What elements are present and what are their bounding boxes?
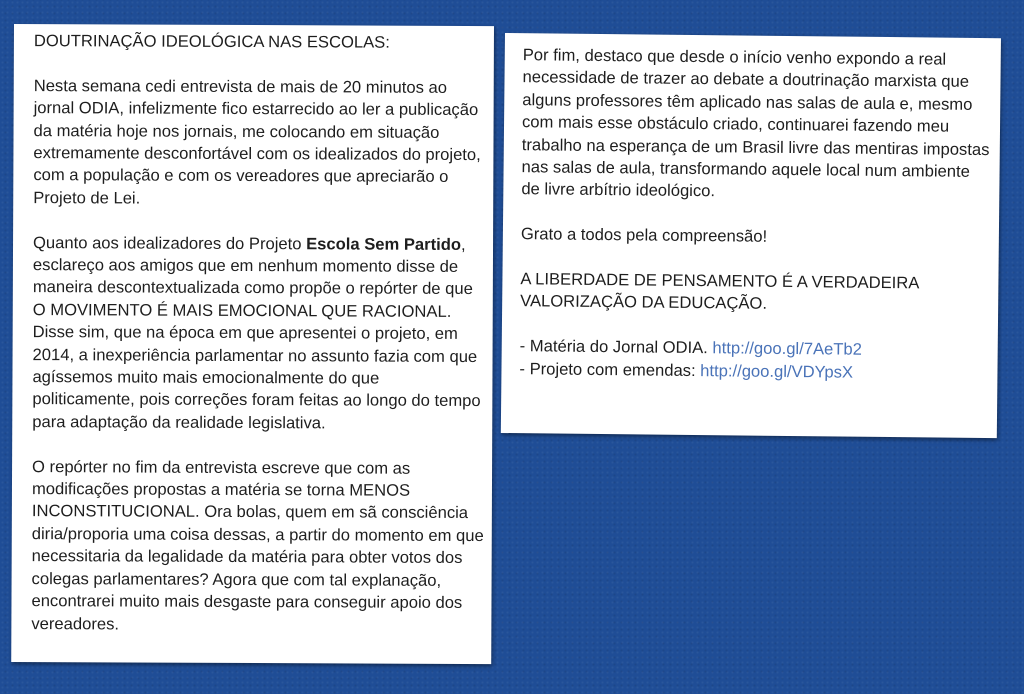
left-paragraph-1: Nesta semana cedi entrevista de mais de 20 minutos ao jornal ODIA, infelizmente fico estarrecido ao ler a publicação da matéria hoje nos jornais, me colocando em situação extremamente desconfortável com os idealizados do projeto, com a população e com os vereadores que apreciarão o Projeto de Lei. [33, 75, 481, 208]
links-list [519, 335, 987, 385]
right-paragraph-2: Grato a todos pela compreensão! [520, 224, 768, 246]
link-label-odia: - Matéria do Jornal ODIA. [519, 336, 713, 358]
left-paragraph-2-end: , esclareço aos amigos que em nenhum momento disse de maneira descontextualizada como propõe o repórter de que O MOVIMENTO É MAIS EMOCIONAL QUE RACIONAL. Disse sim, que na época em que apresentei o projeto, em 2014, a inexperiência parlamentar no assunto fazia com que agíssemos muito mais emocionalmente do que politicamente, pois correções foram feitas ao longo do tempo para adaptação da realidade legislativa. [32, 234, 481, 433]
right-paragraph-3: A LIBERDADE DE PENSAMENTO É A VERDADEIRA VALORIZAÇÃO DA EDUCAÇÃO. [520, 269, 919, 314]
left-paragraph-3: O repórter no fim da entrevista escreve que com as modificações propostas a matéria se torna MENOS INCONSTITUCIONAL. Ora bolas, quem em sã consciência diria/proporia uma coisa dessas, a partir do momento em que necessitaria da legalidade da matéria para obter votos dos colegas parlamentares? Agora que com tal explanação, encontrarei muito mais desgaste para conseguir apoio dos vereadores. [31, 456, 484, 633]
right-paragraph-1: Por fim, destaco que desde o início venho expondo a real necessidade de trazer ao debate a doutrinação marxista que alguns professores têm aplicado nas salas de aula e, mesmo com mais esse obstáculo criado, continuarei fazendo meu trabalho na esperança de um Brasil livre das mentiras impostas nas salas de aula, transformando aquele local num ambiente de livre arbítrio ideológico. [521, 45, 990, 201]
note-title: DOUTRINAÇÃO IDEOLÓGICA NAS ESCOLAS: [33, 31, 390, 52]
left-paragraph-2-start: Quanto aos idealizadores do Projeto [33, 232, 307, 253]
right-note-card [501, 33, 1001, 438]
link-odia[interactable]: http://goo.gl/7AeTb2 [712, 338, 863, 359]
link-projeto[interactable]: http://goo.gl/VDYpsX [700, 360, 854, 382]
project-name-bold: Escola Sem Partido [306, 233, 462, 254]
link-item-projeto [519, 358, 987, 385]
link-label-projeto: - Projeto com emendas: [519, 358, 701, 380]
left-paragraph-2 [32, 232, 485, 436]
left-note-card [11, 24, 494, 664]
